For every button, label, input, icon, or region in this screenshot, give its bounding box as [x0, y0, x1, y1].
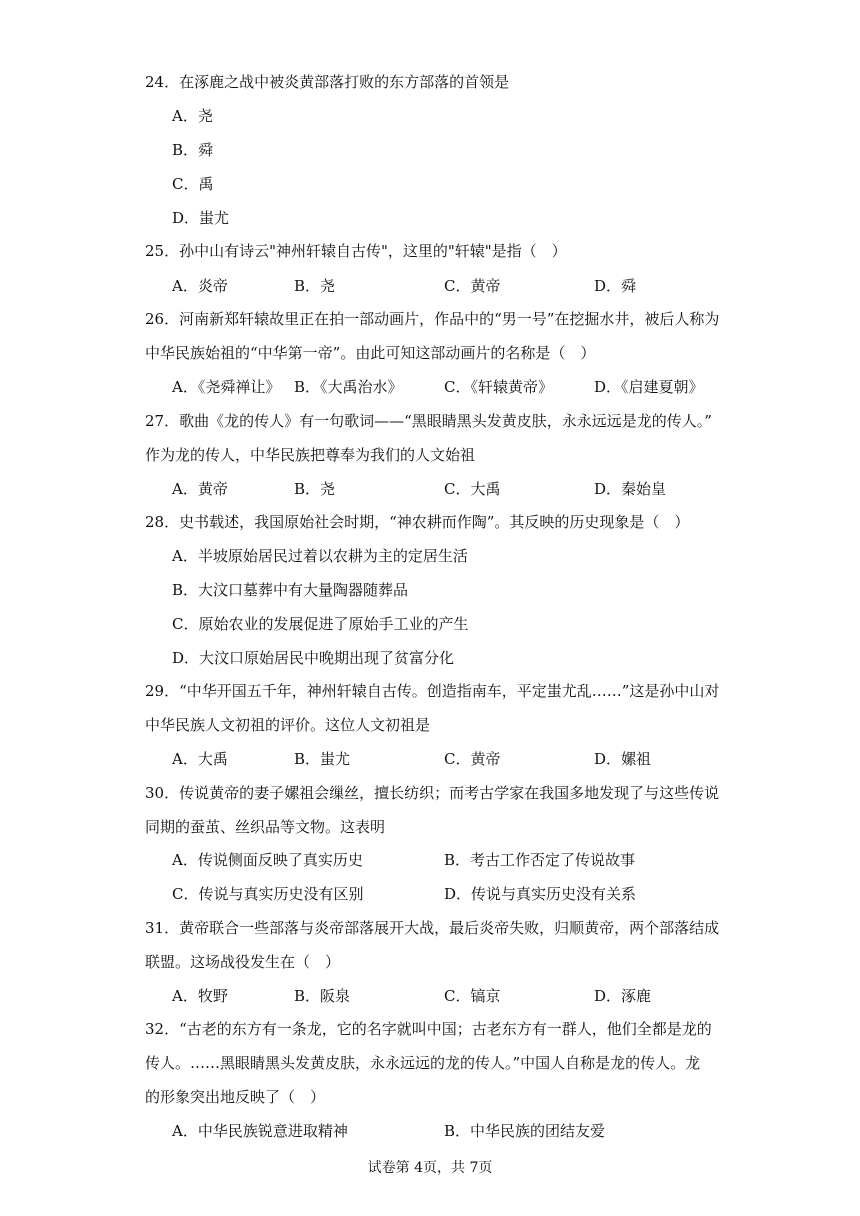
question-27-stem-line-2: 作为龙的传人，中华民族把尊奉为我们的人文始祖 [145, 446, 476, 464]
question-26-option-a: A．《尧舜禅让》 [172, 378, 281, 396]
question-32-option-a: A．中华民族锐意进取精神 [172, 1122, 348, 1140]
question-25-option-c: C．黄帝 [444, 277, 501, 295]
question-32-stem-line-3: 的形象突出地反映了（ ） [145, 1088, 326, 1106]
question-28-stem: 28．史书载述，我国原始社会时期，“神农耕而作陶”。其反映的历史现象是（ ） [145, 513, 690, 531]
question-31-option-b: B．阪泉 [294, 987, 351, 1005]
question-28-option-a: A．半坡原始居民过着以农耕为主的定居生活 [172, 547, 468, 565]
question-30-option-b: B．考古工作否定了传说故事 [444, 851, 636, 869]
question-29-stem-line-1: 29．“中华开国五千年，神州轩辕自古传。创造指南车，平定蚩尤乱……”这是孙中山对 [145, 682, 720, 700]
question-30-stem-line-2: 同期的蚕茧、丝织品等文物。这表明 [145, 818, 386, 836]
question-27-option-c: C．大禹 [444, 480, 501, 498]
question-24-option-b: B．舜 [172, 141, 214, 159]
question-31-option-a: A．牧野 [172, 987, 228, 1005]
question-28-option-d: D．大汶口原始居民中晚期出现了贫富分化 [172, 649, 455, 667]
question-27-option-d: D．秦始皇 [594, 480, 667, 498]
question-32-option-b: B．中华民族的团结友爱 [444, 1122, 606, 1140]
question-25-option-b: B．尧 [294, 277, 336, 295]
page-footer: 试卷第 4页，共 7页 [367, 1160, 493, 1176]
question-28-option-b: B．大汶口墓葬中有大量陶器随葬品 [172, 581, 409, 599]
question-28-option-c: C．原始农业的发展促进了原始手工业的产生 [172, 615, 469, 633]
question-26-option-c: C．《轩辕黄帝》 [444, 378, 553, 396]
question-30-stem-line-1: 30．传说黄帝的妻子嫘祖会缫丝，擅长纺织；而考古学家在我国多地发现了与这些传说 [145, 784, 720, 802]
question-26-option-b: B．《大禹治水》 [294, 378, 403, 396]
question-31-option-d: D．涿鹿 [594, 987, 652, 1005]
question-29-option-a: A．大禹 [172, 750, 228, 768]
question-26-stem-line-2: 中华民族始祖的“中华第一帝”。由此可知这部动画片的名称是（ ） [145, 344, 596, 362]
question-24-option-a: A．尧 [172, 107, 213, 125]
question-24-stem: 24．在涿鹿之战中被炎黄部落打败的东方部落的首领是 [145, 73, 510, 91]
question-25-option-a: A．炎帝 [172, 277, 228, 295]
question-31-stem-line-1: 31．黄帝联合一些部落与炎帝部落展开大战，最后炎帝失败，归顺黄帝，两个部落结成 [145, 919, 720, 937]
question-32-stem-line-2: 传人。……黑眼睛黑头发黄皮肤，永永远远的龙的传人。”中国人自称是龙的传人。龙 [145, 1054, 701, 1072]
question-26-option-d: D．《启建夏朝》 [594, 378, 704, 396]
question-27-stem-line-1: 27．歌曲《龙的传人》有一句歌词——“黑眼睛黑头发黄皮肤，永永远远是龙的传人。” [145, 412, 712, 430]
question-32-stem-line-1: 32．“古老的东方有一条龙，它的名字就叫中国；古老东方有一群人，他们全都是龙的 [145, 1020, 712, 1038]
question-31-stem-line-2: 联盟。这场战役发生在（ ） [145, 953, 341, 971]
question-27-option-b: B．尧 [294, 480, 336, 498]
question-29-stem-line-2: 中华民族人文初祖的评价。这位人文初祖是 [145, 716, 431, 734]
question-30-option-d: D．传说与真实历史没有关系 [444, 885, 637, 903]
question-31-option-c: C．镐京 [444, 987, 501, 1005]
question-26-stem-line-1: 26．河南新郑轩辕故里正在拍一部动画片，作品中的“男一号”在挖掘水井，被后人称为 [145, 310, 720, 328]
question-30-option-c: C．传说与真实历史没有区别 [172, 885, 364, 903]
question-29-option-c: C．黄帝 [444, 750, 501, 768]
question-27-option-a: A．黄帝 [172, 480, 228, 498]
question-24-option-c: C．禹 [172, 175, 214, 193]
question-30-option-a: A．传说侧面反映了真实历史 [172, 851, 363, 869]
question-25-option-d: D．舜 [594, 277, 637, 295]
question-25-stem: 25．孙中山有诗云"神州轩辕自古传"，这里的"轩辕"是指（ ） [145, 242, 567, 260]
question-29-option-d: D．嫘祖 [594, 750, 652, 768]
question-29-option-b: B．蚩尤 [294, 750, 351, 768]
question-24-option-d: D．蚩尤 [172, 209, 230, 227]
